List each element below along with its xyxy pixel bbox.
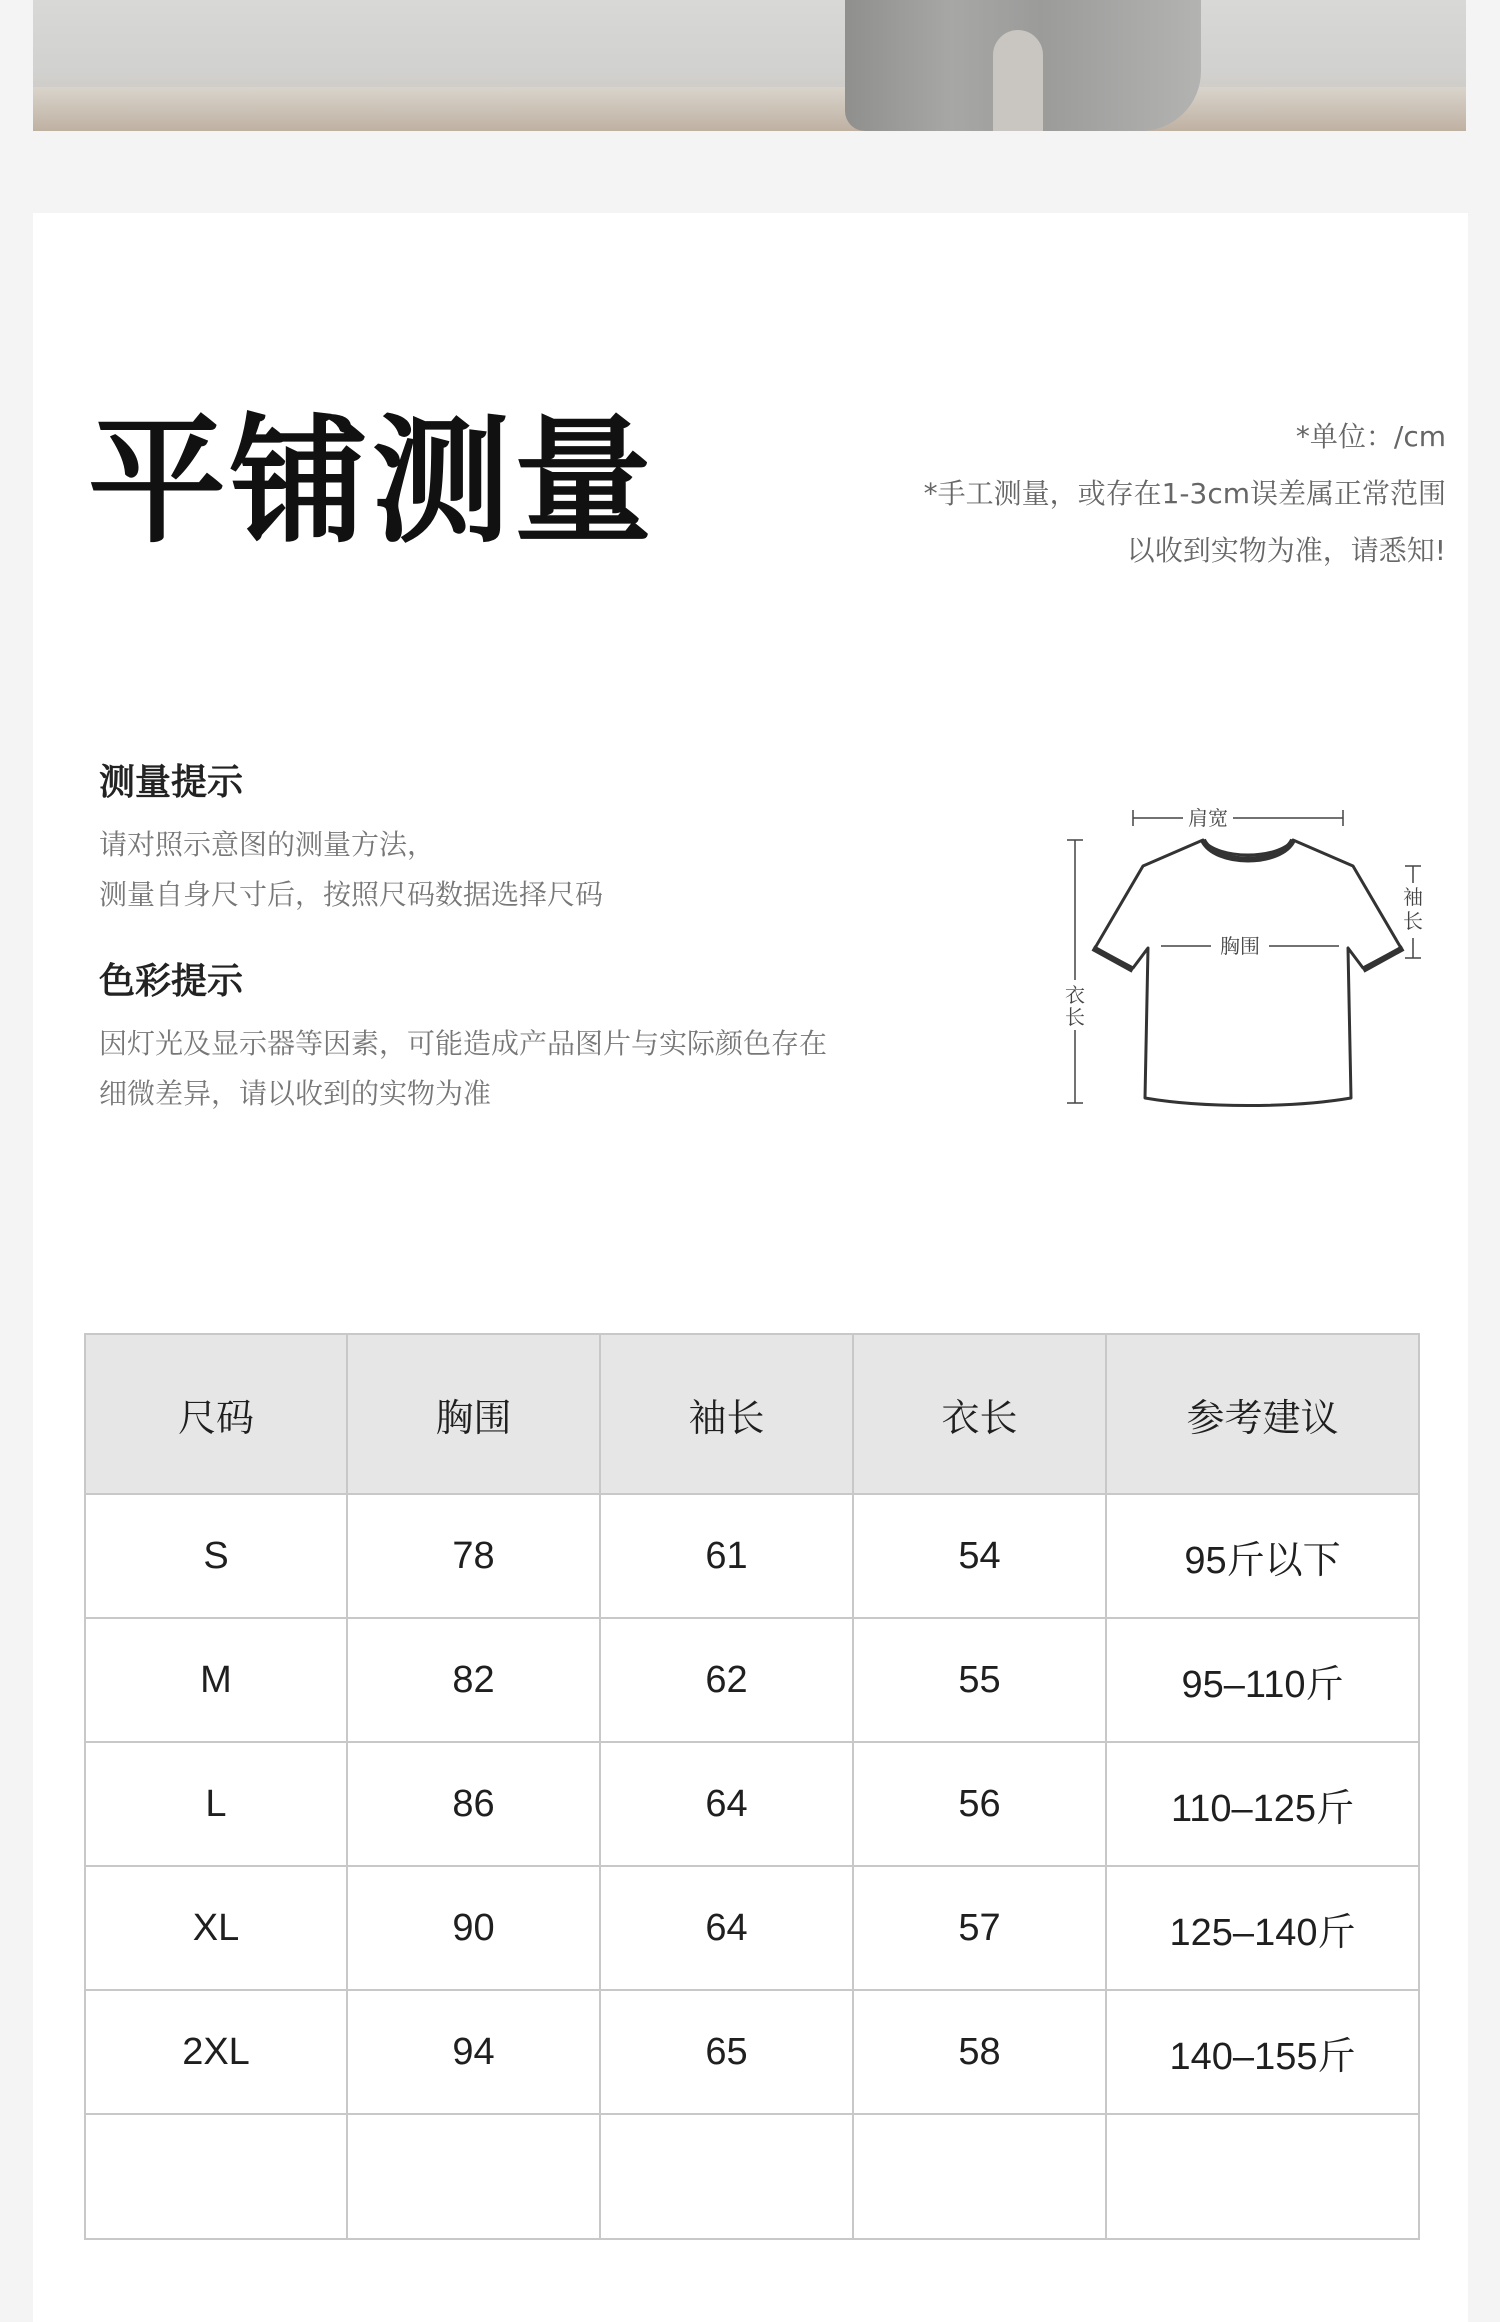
photo-leg-gap [993,30,1043,131]
measure-tip [99,761,999,920]
tips-section [99,761,999,1119]
cell-chest: 94 [347,1990,600,2114]
cell-recommendation: 140–155斤 [1106,1990,1419,2114]
shoulder-width-label: 肩宽 [1188,806,1228,830]
cell-length: 54 [853,1494,1106,1618]
cell-chest: 90 [347,1866,600,1990]
cell-size: L [85,1742,347,1866]
col-header-length: 衣长 [853,1334,1106,1494]
cell-empty [1106,2114,1419,2239]
cell-empty [600,2114,853,2239]
cell-length: 56 [853,1742,1106,1866]
table-row [85,1742,1419,1866]
col-header-size: 尺码 [85,1334,347,1494]
cell-empty [85,2114,347,2239]
cell-recommendation: 95–110斤 [1106,1618,1419,1742]
measure-tip-line-2: 测量自身尺寸后，按照尺码数据选择尺码 [99,878,604,912]
table-row [85,1494,1419,1618]
note-error: *手工测量，或存在1-3cm误差属正常范围 [923,477,1446,510]
size-table-header [85,1334,1419,1494]
color-tip [99,960,999,1119]
cell-length: 55 [853,1618,1106,1742]
cell-recommendation: 95斤以下 [1106,1494,1419,1618]
measure-tip-line-1: 请对照示意图的测量方法， [99,828,436,862]
table-row-empty [85,2114,1419,2239]
page-title: 平铺测量 [88,401,657,562]
col-header-recommendation: 参考建议 [1106,1334,1419,1494]
sleeve-length-label-1: 袖 [1403,885,1423,909]
cell-size: S [85,1494,347,1618]
color-tip-line-1: 因灯光及显示器等因素，可能造成产品图片与实际颜色存在 [99,1027,828,1061]
measurement-notes [924,408,1446,579]
col-header-sleeve: 袖长 [600,1334,853,1494]
cell-sleeve: 64 [600,1742,853,1866]
cell-chest: 78 [347,1494,600,1618]
note-disclaimer: 以收到实物为准，请悉知! [1126,534,1446,567]
table-row [85,1866,1419,1990]
cell-chest: 82 [347,1618,600,1742]
body-length-marker [1065,840,1085,1103]
cell-chest: 86 [347,1742,600,1866]
tshirt-measure-diagram [1033,798,1453,1178]
cell-sleeve: 61 [600,1494,853,1618]
cell-recommendation: 110–125斤 [1106,1742,1419,1866]
cell-empty [853,2114,1106,2239]
cell-sleeve: 64 [600,1866,853,1990]
table-row [85,1990,1419,2114]
cell-sleeve: 65 [600,1990,853,2114]
chest-label: 胸围 [1220,934,1260,958]
color-tip-heading: 色彩提示 [99,961,244,1003]
photo-floor [33,87,1466,131]
sleeve-length-label-2: 长 [1403,909,1423,933]
body-length-label-1: 衣 [1065,983,1085,1007]
cell-length: 58 [853,1990,1106,2114]
cell-length: 57 [853,1866,1106,1990]
cell-size: M [85,1618,347,1742]
product-photo-strip [33,0,1466,131]
col-header-chest: 胸围 [347,1334,600,1494]
sleeve-length-marker [1403,866,1423,958]
cell-recommendation: 125–140斤 [1106,1866,1419,1990]
cell-size: 2XL [85,1990,347,2114]
note-unit: *单位：/cm [1295,420,1446,453]
shoulder-width-marker [1133,806,1343,830]
tshirt-outline [1095,840,1401,1106]
size-info-card [33,213,1468,2322]
cell-empty [347,2114,600,2239]
size-table [84,1333,1420,2240]
cell-size: XL [85,1866,347,1990]
color-tip-line-2: 细微差异，请以收到的实物为准 [99,1077,492,1111]
body-length-label-2: 长 [1065,1005,1085,1029]
measure-tip-heading: 测量提示 [99,762,244,803]
cell-sleeve: 62 [600,1618,853,1742]
table-row [85,1618,1419,1742]
